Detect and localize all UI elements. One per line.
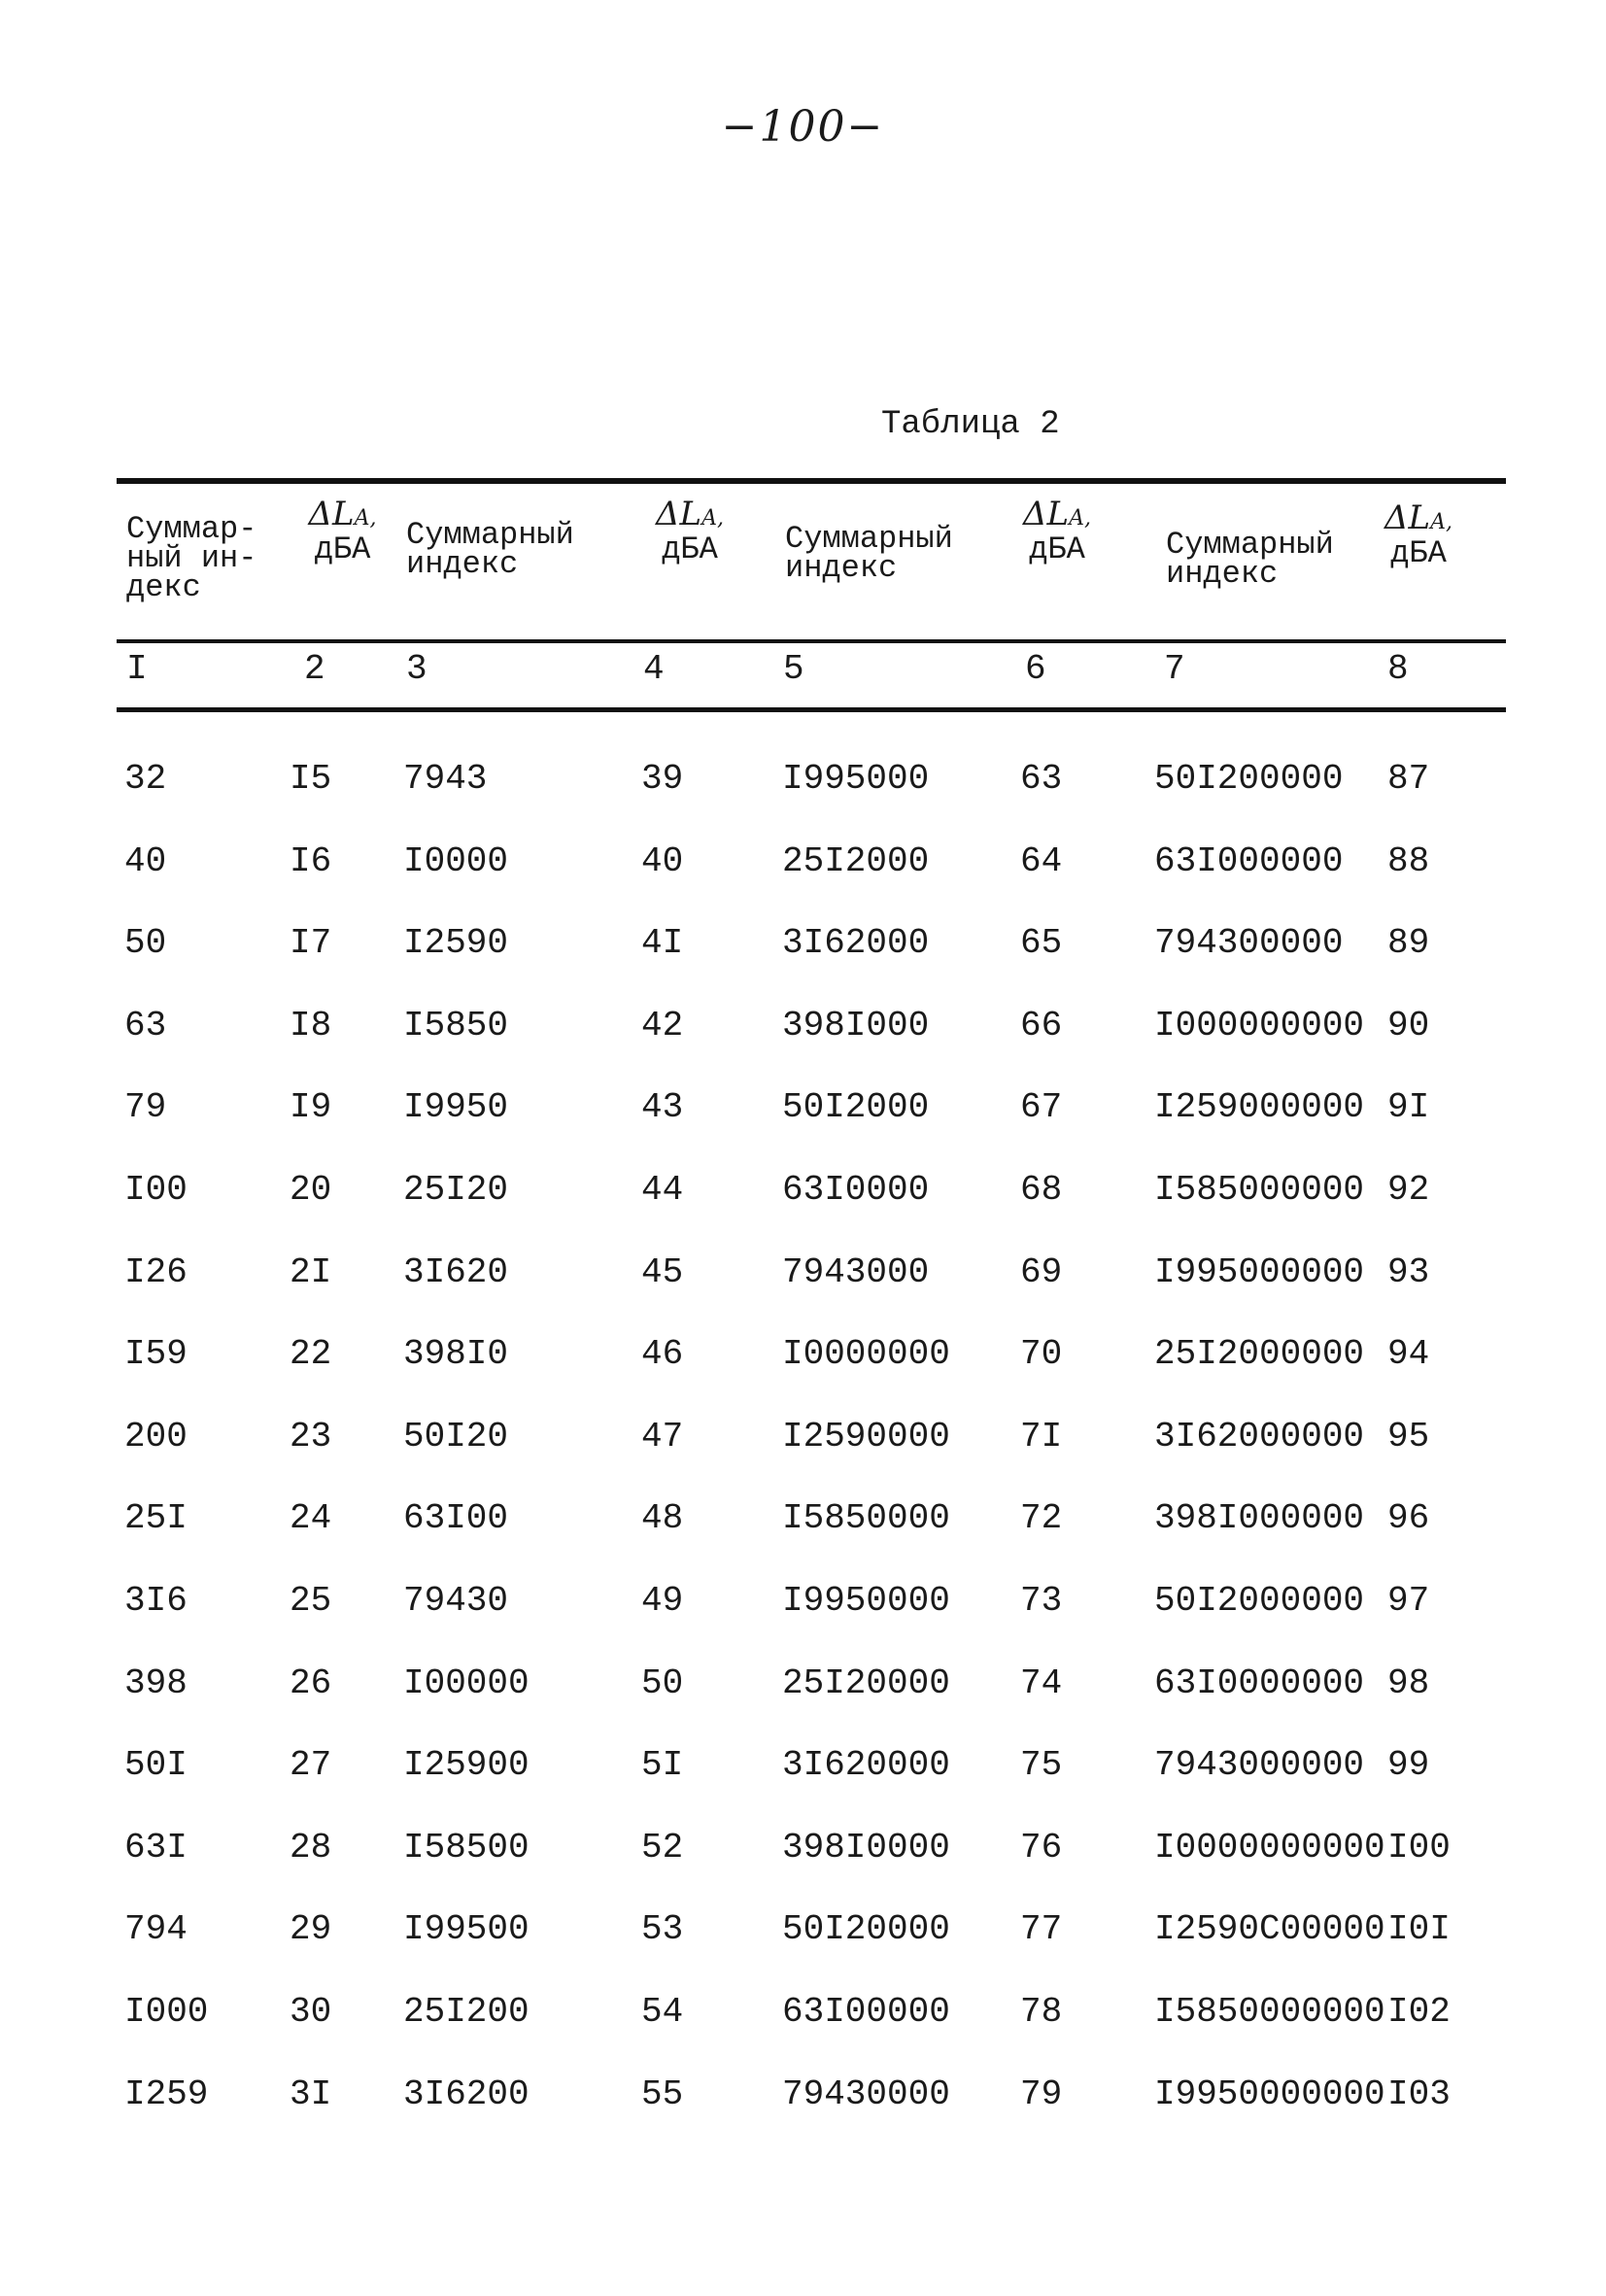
header-total-index-1	[126, 511, 257, 605]
table-cell-col-1: I259	[124, 2074, 209, 2114]
table-cell-col-6: 78	[1020, 1992, 1063, 2032]
table-cell-col-1: 40	[124, 841, 167, 881]
table-cell-col-4: 4I	[641, 923, 684, 963]
table-cell-col-8: 88	[1387, 841, 1430, 881]
table-cell-col-8: 98	[1387, 1663, 1430, 1703]
table-cell-col-5: I0000000	[782, 1334, 950, 1374]
table-cell-col-7: 25I2000000	[1154, 1334, 1365, 1374]
table-cell-col-8: I03	[1387, 2074, 1451, 2114]
table-cell-col-7: 63I000000	[1154, 841, 1344, 881]
table-cell-col-2: 26	[290, 1663, 332, 1703]
page-number: −100−	[721, 102, 885, 152]
table-cell-col-8: I0I	[1387, 1909, 1451, 1949]
column-number-3: 3	[406, 649, 427, 689]
table-cell-col-4: 43	[641, 1087, 684, 1127]
table-cell-col-1: 50	[124, 923, 167, 963]
header-text: Суммарный индекс	[1166, 527, 1334, 592]
table-cell-col-6: 63	[1020, 759, 1063, 799]
table-top-rule	[117, 478, 1506, 484]
table-cell-col-4: 46	[641, 1334, 684, 1374]
table-cell-col-1: 63	[124, 1006, 167, 1045]
table-cell-col-4: 42	[641, 1006, 684, 1045]
table-cell-col-5: 50I2000	[782, 1087, 930, 1127]
table-cell-col-4: 49	[641, 1581, 684, 1621]
table-cell-col-5: 79430000	[782, 2074, 950, 2114]
table-cell-col-2: I5	[290, 759, 332, 799]
table-cell-col-4: 48	[641, 1498, 684, 1538]
table-cell-col-3: I5850	[403, 1006, 509, 1045]
header-unit: дБА	[1390, 535, 1447, 571]
table-cell-col-4: 39	[641, 759, 684, 799]
table-cell-col-4: 47	[641, 1417, 684, 1456]
table-header-rule	[117, 639, 1506, 643]
table-cell-col-3: I25900	[403, 1745, 530, 1785]
header-delta-la-6	[1008, 497, 1106, 565]
column-number-1: I	[126, 649, 148, 689]
table-cell-col-3: 25I200	[403, 1992, 530, 2032]
table-cell-col-8: 95	[1387, 1417, 1430, 1456]
table-cell-col-6: 70	[1020, 1334, 1063, 1374]
table-cell-col-6: 79	[1020, 2074, 1063, 2114]
table-cell-col-2: I8	[290, 1006, 332, 1045]
column-number-5: 5	[783, 649, 804, 689]
table-cell-col-5: 25I2000	[782, 841, 930, 881]
table-cell-col-7: 50I2000000	[1154, 1581, 1365, 1621]
table-cell-col-7: 398I000000	[1154, 1498, 1365, 1538]
table-cell-col-2: I7	[290, 923, 332, 963]
table-cell-col-1: 79	[124, 1087, 167, 1127]
table-cell-col-2: 25	[290, 1581, 332, 1621]
table-column-number-rule	[117, 707, 1506, 712]
table-cell-col-1: I26	[124, 1252, 188, 1292]
table-caption: Таблица 2	[881, 406, 1060, 443]
table-cell-col-6: 64	[1020, 841, 1063, 881]
header-unit: дБА	[1029, 531, 1085, 567]
table-cell-col-8: 99	[1387, 1745, 1430, 1785]
table-cell-col-8: 9I	[1387, 1087, 1430, 1127]
delta-l-symbol: ΔLA,	[1384, 498, 1453, 537]
table-cell-col-3: I0000	[403, 841, 509, 881]
table-cell-col-6: 7I	[1020, 1417, 1063, 1456]
table-cell-col-6: 74	[1020, 1663, 1063, 1703]
table-cell-col-1: 3I6	[124, 1581, 188, 1621]
table-cell-col-2: 20	[290, 1170, 332, 1210]
table-cell-col-5: I5850000	[782, 1498, 950, 1538]
table-cell-col-5: 7943000	[782, 1252, 930, 1292]
delta-l-symbol: ΔLA,	[655, 495, 725, 533]
table-cell-col-8: 93	[1387, 1252, 1430, 1292]
table-cell-col-8: 97	[1387, 1581, 1430, 1621]
table-cell-col-1: 32	[124, 759, 167, 799]
delta-l-symbol: ΔLA,	[308, 495, 377, 533]
header-delta-la-2	[296, 497, 389, 565]
table-cell-col-2: 22	[290, 1334, 332, 1374]
column-number-6: 6	[1025, 649, 1046, 689]
table-cell-col-4: 40	[641, 841, 684, 881]
header-unit: дБА	[662, 531, 718, 567]
table-cell-col-4: 5I	[641, 1745, 684, 1785]
table-cell-col-3: I9950	[403, 1087, 509, 1127]
table-cell-col-1: 398	[124, 1663, 188, 1703]
table-cell-col-3: I99500	[403, 1909, 530, 1949]
table-cell-col-7: 3I62000000	[1154, 1417, 1365, 1456]
table-cell-col-3: 398I0	[403, 1334, 509, 1374]
header-total-index-7	[1166, 527, 1334, 592]
table-cell-col-5: I9950000	[782, 1581, 950, 1621]
table-cell-col-3: 3I6200	[403, 2074, 530, 2114]
table-cell-col-4: 45	[641, 1252, 684, 1292]
table-cell-col-1: 63I	[124, 1828, 188, 1868]
table-cell-col-4: 53	[641, 1909, 684, 1949]
column-number-2: 2	[304, 649, 325, 689]
table-cell-col-3: I2590	[403, 923, 509, 963]
header-delta-la-8	[1370, 498, 1467, 571]
table-cell-col-5: 3I620000	[782, 1745, 950, 1785]
table-cell-col-7: I9950000000	[1154, 2074, 1385, 2114]
table-cell-col-6: 69	[1020, 1252, 1063, 1292]
header-total-index-5	[785, 521, 953, 586]
table-cell-col-1: 794	[124, 1909, 188, 1949]
table-cell-col-3: I58500	[403, 1828, 530, 1868]
table-cell-col-6: 75	[1020, 1745, 1063, 1785]
table-cell-col-3: 50I20	[403, 1417, 509, 1456]
table-cell-col-4: 50	[641, 1663, 684, 1703]
table-cell-col-7: I000000000	[1154, 1006, 1365, 1045]
header-total-index-3	[406, 517, 574, 582]
table-cell-col-2: 29	[290, 1909, 332, 1949]
table-cell-col-7: 7943000000	[1154, 1745, 1365, 1785]
delta-l-symbol: ΔLA,	[1022, 495, 1092, 533]
table-cell-col-7: I5850000000	[1154, 1992, 1385, 2032]
table-cell-col-1: I00	[124, 1170, 188, 1210]
table-cell-col-1: 25I	[124, 1498, 188, 1538]
table-cell-col-5: I995000	[782, 759, 930, 799]
table-cell-col-6: 68	[1020, 1170, 1063, 1210]
table-cell-col-6: 66	[1020, 1006, 1063, 1045]
table-cell-col-8: 96	[1387, 1498, 1430, 1538]
table-cell-col-4: 52	[641, 1828, 684, 1868]
table-cell-col-8: 92	[1387, 1170, 1430, 1210]
table-cell-col-3: 63I00	[403, 1498, 509, 1538]
table-cell-col-3: 3I620	[403, 1252, 509, 1292]
table-cell-col-5: 50I20000	[782, 1909, 950, 1949]
table-cell-col-8: 94	[1387, 1334, 1430, 1374]
column-number-4: 4	[643, 649, 665, 689]
table-cell-col-3: 25I20	[403, 1170, 509, 1210]
table-cell-col-5: 398I000	[782, 1006, 930, 1045]
table-cell-col-2: 3I	[290, 2074, 332, 2114]
table-cell-col-2: 28	[290, 1828, 332, 1868]
table-cell-col-7: I2590C00000	[1154, 1909, 1385, 1949]
table-cell-col-5: I2590000	[782, 1417, 950, 1456]
table-cell-col-6: 76	[1020, 1828, 1063, 1868]
table-cell-col-8: 90	[1387, 1006, 1430, 1045]
table-cell-col-2: I9	[290, 1087, 332, 1127]
table-cell-col-7: 794300000	[1154, 923, 1344, 963]
table-cell-col-5: 398I0000	[782, 1828, 950, 1868]
table-cell-col-3: 79430	[403, 1581, 509, 1621]
table-cell-col-1: I000	[124, 1992, 209, 2032]
table-cell-col-6: 65	[1020, 923, 1063, 963]
table-cell-col-5: 63I00000	[782, 1992, 950, 2032]
table-cell-col-2: 24	[290, 1498, 332, 1538]
header-text: Суммарный индекс	[406, 517, 574, 582]
header-unit: дБА	[314, 531, 371, 567]
table-cell-col-7: I0000000000	[1154, 1828, 1385, 1868]
table-cell-col-7: I995000000	[1154, 1252, 1365, 1292]
column-number-8: 8	[1387, 649, 1409, 689]
table-cell-col-1: 200	[124, 1417, 188, 1456]
table-cell-col-4: 54	[641, 1992, 684, 2032]
table-cell-col-2: 23	[290, 1417, 332, 1456]
table-cell-col-1: 50I	[124, 1745, 188, 1785]
table-cell-col-1: I59	[124, 1334, 188, 1374]
table-cell-col-3: 7943	[403, 759, 488, 799]
table-cell-col-5: 3I62000	[782, 923, 930, 963]
table-cell-col-7: I585000000	[1154, 1170, 1365, 1210]
table-cell-col-5: 25I20000	[782, 1663, 950, 1703]
table-cell-col-7: 63I0000000	[1154, 1663, 1365, 1703]
table-cell-col-8: I02	[1387, 1992, 1451, 2032]
table-cell-col-2: 30	[290, 1992, 332, 2032]
table-cell-col-7: 50I200000	[1154, 759, 1344, 799]
table-cell-col-6: 72	[1020, 1498, 1063, 1538]
table-cell-col-8: 87	[1387, 759, 1430, 799]
header-text: Суммар- ный ин- декс	[126, 511, 257, 605]
table-cell-col-6: 77	[1020, 1909, 1063, 1949]
table-cell-col-6: 73	[1020, 1581, 1063, 1621]
table-cell-col-4: 55	[641, 2074, 684, 2114]
column-number-7: 7	[1164, 649, 1185, 689]
table-cell-col-2: 27	[290, 1745, 332, 1785]
table-cell-col-5: 63I0000	[782, 1170, 930, 1210]
table-cell-col-6: 67	[1020, 1087, 1063, 1127]
table-cell-col-2: I6	[290, 841, 332, 881]
table-cell-col-4: 44	[641, 1170, 684, 1210]
table-cell-col-8: 89	[1387, 923, 1430, 963]
table-cell-col-7: I259000000	[1154, 1087, 1365, 1127]
table-cell-col-8: I00	[1387, 1828, 1451, 1868]
table-cell-col-2: 2I	[290, 1252, 332, 1292]
header-delta-la-4	[641, 497, 738, 565]
table-cell-col-3: I00000	[403, 1663, 530, 1703]
header-text: Суммарный индекс	[785, 521, 953, 586]
